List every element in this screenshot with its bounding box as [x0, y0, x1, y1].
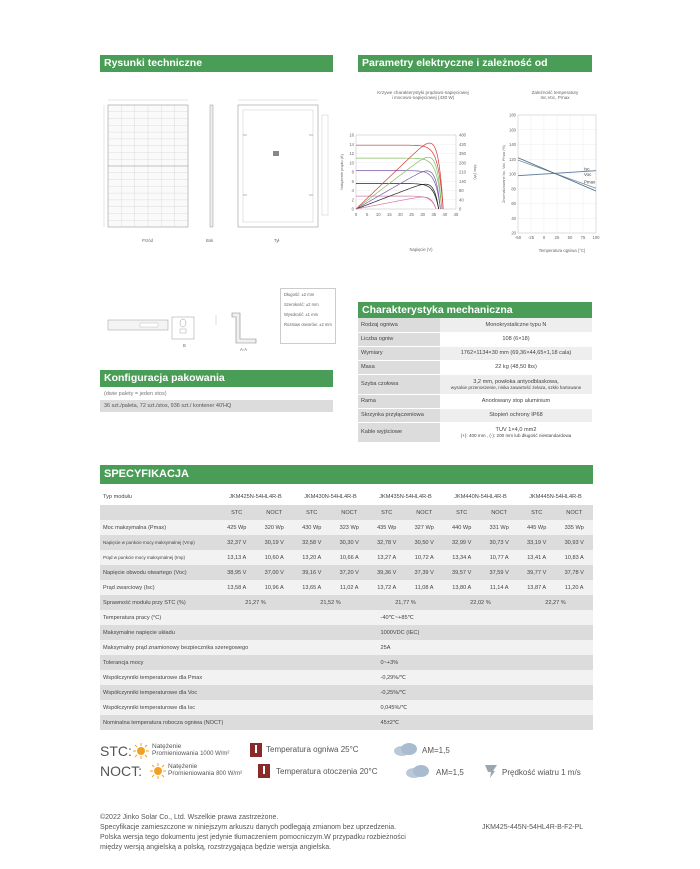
spec-type-label: Typ modułu	[100, 488, 218, 505]
spec-value: 37,20 V	[330, 565, 368, 580]
spec-value: 30,19 V	[255, 535, 293, 550]
temp-y-tick: 80	[511, 186, 516, 192]
mechanical-key: Szyba czołowa	[358, 374, 440, 394]
iv-y2-axis-label: Moc (W)	[473, 164, 478, 180]
mechanical-key: Skrzynka przyłączeniowa	[358, 408, 440, 422]
iv-y2-tick: 40	[459, 197, 464, 203]
mechanical-value: 1762×1134×30 mm (69,36×44,65×1,18 cala)	[440, 346, 592, 360]
connector-outline	[108, 320, 168, 330]
iv-y-tick: 8	[351, 169, 354, 175]
noct-irr-line1: Natężenie	[168, 763, 198, 770]
iv-chart	[338, 125, 498, 255]
spec-value: 13,41 A	[518, 550, 555, 565]
spec-value: 37,78 V	[555, 565, 593, 580]
section-header-mechanical: Charakterystyka mechaniczna	[358, 302, 592, 318]
iv-x-tick: 0	[354, 212, 358, 217]
mechanical-key: Masa	[358, 360, 440, 374]
noct-irradiance-value: 800 W/m²	[216, 771, 243, 777]
iv-y2-tick: 210	[459, 169, 466, 175]
stc-irradiance-value: 1000 W/m²	[200, 751, 230, 757]
iv-y2-tick: 80	[459, 188, 464, 193]
spec-row-label: Napięcie obwodu otwartego (Voc)	[100, 565, 218, 580]
iv-y2-tick: 480	[459, 132, 466, 138]
dimension-tolerance-box	[280, 288, 336, 344]
temp-x-axis-label: Temperatura ogniwa (°C)	[538, 248, 586, 253]
spec-efficiency-row	[100, 595, 593, 610]
section-b-label: B	[183, 343, 186, 348]
iv-y2-tick: 280	[459, 160, 466, 166]
spec-value: 10,83 A	[555, 550, 593, 565]
iv-y-tick: 4	[351, 188, 354, 193]
document-code: JKM425-445N-54HL4R-B-F2-PL	[482, 824, 584, 831]
spec-value: 13,72 A	[368, 580, 405, 595]
iv-x-axis-label: Napięcie (V)	[409, 247, 433, 252]
temp-legend-label: Pmax	[584, 179, 596, 185]
spec-value: 11,02 A	[330, 580, 368, 595]
spec-models-row	[100, 488, 593, 505]
spec-model-name: JKM430N-54HL4R-B	[293, 488, 368, 505]
spec-stc-noct-row	[100, 505, 593, 520]
temp-chart-title-line2: Isc,Voc, Pmax	[540, 95, 570, 100]
spec-value: 0,045%/℃	[330, 700, 593, 715]
spec-value: -40℃~+85℃	[330, 610, 593, 625]
spec-row	[100, 565, 593, 580]
spec-value: 323 Wp	[330, 520, 368, 535]
spec-value: 430 Wp	[293, 520, 330, 535]
noct-air-mass: AM=1,5	[436, 768, 464, 777]
spec-value: 22,27 %	[518, 595, 593, 610]
spec-value: 10,72 A	[405, 550, 443, 565]
temp-y-tick: 40	[511, 215, 516, 221]
spec-row-label: Prąd w punkcie mocy maksymalnej (Imp)	[100, 550, 218, 565]
temp-y-tick: 140	[509, 142, 516, 147]
temp-legend-label: Voc	[584, 172, 592, 178]
iv-y-tick: 6	[351, 178, 354, 184]
mechanical-value: Monokrystaliczne typu N	[440, 318, 592, 332]
spec-common-row	[100, 655, 593, 670]
sun-icon	[150, 763, 166, 779]
spec-value: 37,59 V	[480, 565, 518, 580]
mechanical-key: Liczba ogniw	[358, 332, 440, 346]
footer-line-4: między wersją angielską a polską, rozstrzygająca będzie wersja angielska.	[100, 844, 332, 851]
spec-common-row	[100, 640, 593, 655]
spec-value: 13,20 A	[293, 550, 330, 565]
mechanical-value	[440, 422, 592, 442]
stc-irr-line1: Natężenie	[152, 743, 182, 750]
iv-x-tick: 20	[398, 212, 403, 217]
hole-detail-outline	[172, 317, 194, 339]
spec-value: 38,95 V	[218, 565, 255, 580]
temp-chart	[500, 110, 600, 258]
spec-row-label: Nominalna temperatura robocza ogniwa (NOCT)	[100, 715, 330, 730]
iv-series-line	[356, 184, 439, 209]
back-view-outline	[238, 105, 318, 227]
temp-legend-label: Isc	[584, 166, 590, 172]
mechanical-table	[358, 318, 592, 443]
temp-x-tick: 0	[542, 235, 546, 240]
tolerance-width: Szerokość: ±2 mm	[284, 302, 319, 307]
mechanical-value-line1: 3,2 mm, powłoka antyodblaskowa,	[473, 378, 559, 385]
mechanical-value-line2: wysokie przenoszenie, niska zawartość żelaza, szkło hartowane	[450, 384, 582, 390]
iv-x-tick: 35	[431, 212, 437, 217]
spec-value: 11,08 A	[405, 580, 443, 595]
mechanical-value: 108 (6×18)	[440, 332, 592, 346]
iv-y2-tick: 0	[459, 206, 462, 212]
spec-stc-header: STC	[518, 505, 555, 520]
tolerance-hole-spacing: Rozstaw otworów: ±2 mm	[284, 322, 332, 327]
mechanical-value: Anodowany stop aluminium	[440, 394, 592, 408]
mechanical-row	[358, 318, 592, 332]
mechanical-row	[358, 394, 592, 408]
spec-common-row	[100, 715, 593, 730]
spec-value: 30,73 V	[480, 535, 518, 550]
spec-value: 13,58 A	[218, 580, 255, 595]
iv-x-tick: 10	[375, 212, 381, 217]
spec-model-name: JKM445N-54HL4R-B	[518, 488, 593, 505]
mechanical-value-line1: TUV 1×4,0 mm2	[495, 426, 537, 433]
temp-y-axis-label: Znormalizowane Isc, Voc, Pmax (%)	[502, 145, 506, 203]
noct-irr-word: Promieniowania	[168, 770, 215, 777]
side-view-outline	[210, 105, 213, 227]
cross-section-svg	[100, 305, 280, 355]
mechanical-key: Kable wyjściowe	[358, 422, 440, 442]
spec-row-label: Współczynniki temperaturowe dla Voc	[100, 685, 330, 700]
spec-row-label: Prąd zwarciowy (Isc)	[100, 580, 218, 595]
spec-value: 13,87 A	[518, 580, 555, 595]
thermometer-icon	[258, 764, 270, 778]
spec-common-row	[100, 700, 593, 715]
back-side-profile	[322, 115, 328, 215]
spec-noct-header: NOCT	[330, 505, 368, 520]
junction-box	[273, 151, 279, 156]
spec-noct-header: NOCT	[555, 505, 593, 520]
mechanical-row	[358, 332, 592, 346]
footer-line-3: Polska wersja tego dokumentu jest jedynie tłumaczeniem pomocniczym.W przypadku rozbieżności	[100, 834, 406, 841]
spec-stc-header: STC	[218, 505, 255, 520]
iv-y-tick: 14	[349, 141, 354, 147]
stc-air-mass: AM=1,5	[422, 746, 450, 755]
spec-value: 13,13 A	[218, 550, 255, 565]
spec-row	[100, 550, 593, 565]
spec-value: 13,27 A	[368, 550, 405, 565]
spec-value: 32,78 V	[368, 535, 405, 550]
iv-y-tick: 16	[349, 132, 354, 138]
spec-value: 435 Wp	[368, 520, 405, 535]
spec-value: 39,57 V	[443, 565, 480, 580]
iv-y-tick: 0	[351, 206, 354, 212]
stc-cell-temp: Temperatura ogniwa 25°C	[266, 745, 359, 754]
iv-y2-tick: 420	[459, 141, 466, 147]
iv-x-tick: 45	[453, 212, 459, 217]
spec-model-name: JKM440N-54HL4R-B	[443, 488, 518, 505]
spec-value: 39,16 V	[293, 565, 330, 580]
spec-noct-header: NOCT	[405, 505, 443, 520]
packing-note: (dwie palety = jeden stos)	[104, 391, 167, 397]
mechanical-value-line2: (+): 400 mm , (-): 200 mm lub długość niestandardowa	[460, 432, 572, 438]
iv-chart-title	[358, 90, 488, 100]
temp-x-tick: 50	[567, 235, 573, 240]
spec-row-label: Napięcie w punkcie mocy maksymalnej (Vmp)	[100, 535, 218, 550]
spec-value: 327 Wp	[405, 520, 443, 535]
copyright: ©2022 Jinko Solar Co., Ltd. Wszelkie prawa zastrzeżone.	[100, 814, 279, 821]
temp-y-tick: 100	[509, 171, 516, 177]
spec-value: 32,37 V	[218, 535, 255, 550]
temp-y-tick: 160	[509, 127, 516, 133]
noct-irr-line2	[168, 770, 242, 778]
spec-value: 39,77 V	[518, 565, 555, 580]
section-header-drawings: Rysunki techniczne	[100, 55, 333, 72]
temp-x-tick: -25	[527, 235, 535, 240]
mechanical-value: 22 kg (48,50 lbs)	[440, 360, 592, 374]
spec-common-row	[100, 610, 593, 625]
wind-speed: Prędkość wiatru 1 m/s	[502, 768, 581, 777]
iv-y-tick: 10	[349, 160, 354, 166]
spec-row-label: Współczynniki temperaturowe dla Pmax	[100, 670, 330, 685]
spec-row-label: Maksymalne napięcie układu	[100, 625, 330, 640]
temp-chart-title-line1: Zależność temperatury	[531, 90, 579, 95]
front-view-label: Przód	[142, 238, 153, 243]
spec-value: 21,27 %	[218, 595, 293, 610]
iv-y-tick: 2	[351, 197, 354, 203]
spec-value: 32,99 V	[443, 535, 480, 550]
iv-chart-title-line1: Krzywe charakterystyki prądowo-napięciowej	[377, 90, 469, 95]
stc-irr-word: Promieniowania	[152, 750, 199, 757]
spec-value: 33,19 V	[518, 535, 555, 550]
spec-common-row	[100, 670, 593, 685]
spec-noct-header: NOCT	[255, 505, 293, 520]
section-aa-label: A-A	[240, 347, 247, 352]
iv-y-axis-label: Natężenie prądu (A)	[339, 154, 344, 190]
spec-row-label: Tolerancja mocy	[100, 655, 330, 670]
mechanical-row	[358, 422, 592, 442]
spec-value: 13,65 A	[293, 580, 330, 595]
spec-row-label: Współczynniki temperaturowe dla Isc	[100, 700, 330, 715]
side-view-label: Bok	[206, 238, 214, 243]
spec-value: 10,77 A	[480, 550, 518, 565]
mechanical-key: Wymiary	[358, 346, 440, 360]
stc-label: STC:	[100, 743, 132, 759]
wind-icon	[484, 763, 498, 779]
temp-y-tick: 20	[511, 230, 516, 236]
iv-x-tick: 15	[386, 212, 392, 217]
spec-value: 10,96 A	[255, 580, 293, 595]
spec-value: 0~+3%	[330, 655, 593, 670]
iv-y-tick: 12	[349, 151, 354, 156]
temp-y-tick: 180	[509, 112, 516, 118]
spec-stc-header: STC	[368, 505, 405, 520]
mechanical-row	[358, 346, 592, 360]
spec-value: 331 Wp	[480, 520, 518, 535]
temp-y-tick: 120	[509, 156, 516, 162]
spec-common-row	[100, 685, 593, 700]
spec-row	[100, 520, 593, 535]
spec-value: 30,50 V	[405, 535, 443, 550]
cloud-icon	[404, 764, 432, 778]
back-view-label: Tył	[274, 238, 280, 243]
iv-x-tick: 5	[365, 212, 369, 217]
iv-series-line	[356, 197, 436, 209]
spec-row-label: Maksymalny prąd znamionowy bezpiecznika szeregowego	[100, 640, 330, 655]
spec-model-name: JKM425N-54HL4R-B	[218, 488, 293, 505]
iv-x-tick: 25	[409, 212, 414, 217]
spec-stc-header: STC	[443, 505, 480, 520]
spec-empty-cell	[100, 505, 218, 520]
spec-row-label: Temperatura pracy (°C)	[100, 610, 330, 625]
spec-noct-header: NOCT	[480, 505, 518, 520]
spec-value: 10,66 A	[330, 550, 368, 565]
spec-value: 32,58 V	[293, 535, 330, 550]
spec-table	[100, 488, 593, 730]
temp-y-tick: 60	[511, 201, 516, 206]
mechanical-key: Rodzaj ogniwa	[358, 318, 440, 332]
mechanical-value	[440, 374, 592, 394]
spec-value: 39,36 V	[368, 565, 405, 580]
noct-irradiance-label	[168, 763, 242, 778]
spec-value: -0,29%/℃	[330, 670, 593, 685]
spec-common-row	[100, 625, 593, 640]
stc-irr-line2	[152, 750, 229, 758]
noct-label: NOCT:	[100, 763, 142, 779]
temp-chart-title	[515, 90, 595, 100]
section-header-packing: Konfiguracja pakowania	[100, 370, 333, 387]
iv-chart-title-line2: i mocowo-napięciowej (430 W)	[391, 95, 455, 100]
temp-x-tick: 75	[580, 235, 586, 240]
spec-row	[100, 580, 593, 595]
spec-value: 1000VDC (IEC)	[330, 625, 593, 640]
spec-row	[100, 535, 593, 550]
temp-x-tick: 25	[554, 235, 560, 240]
panel-drawings-svg	[100, 95, 340, 255]
spec-model-name: JKM435N-54HL4R-B	[368, 488, 443, 505]
tolerance-length: Długość: ±2 mm	[284, 292, 315, 297]
spec-value: 21,52 %	[293, 595, 368, 610]
cloud-icon	[392, 742, 420, 756]
spec-value: 22,02 %	[443, 595, 518, 610]
footer-line-2: Specyfikacje zamieszczone w niniejszym arkuszu danych podlegają zmianom bez uprzedzenia.	[100, 824, 397, 831]
sun-icon	[133, 743, 149, 759]
spec-value: 25A	[330, 640, 593, 655]
mechanical-key: Rama	[358, 394, 440, 408]
spec-stc-header: STC	[293, 505, 330, 520]
spec-value: 13,34 A	[443, 550, 480, 565]
spec-value: 45±2℃	[330, 715, 593, 730]
frame-profile-section	[232, 313, 256, 343]
spec-value: 30,30 V	[330, 535, 368, 550]
spec-row-label: Sprawność modułu przy STC (%)	[100, 595, 218, 610]
mechanical-row	[358, 360, 592, 374]
spec-value: 320 Wp	[255, 520, 293, 535]
spec-value: 30,93 V	[555, 535, 593, 550]
thermometer-icon	[250, 743, 262, 757]
packing-value: 36 szt./paleta, 72 szt./stos, 936 szt./ kontener 40'HQ	[100, 400, 333, 412]
section-header-electrical: Parametry elektryczne i zależność od temperatury	[358, 55, 592, 72]
temp-x-tick: -50	[514, 235, 522, 240]
mechanical-row	[358, 374, 592, 394]
mechanical-row	[358, 408, 592, 422]
stc-irradiance-label	[152, 743, 229, 758]
iv-x-tick: 30	[420, 212, 426, 217]
mechanical-value: Stopień ochrony IP68	[440, 408, 592, 422]
spec-value: 445 Wp	[518, 520, 555, 535]
spec-value: 440 Wp	[443, 520, 480, 535]
spec-value: 13,80 A	[443, 580, 480, 595]
spec-value: 37,39 V	[405, 565, 443, 580]
section-header-spec: SPECYFIKACJA	[100, 465, 593, 484]
iv-x-tick: 40	[442, 212, 448, 217]
iv-y2-tick: 140	[459, 178, 466, 184]
spec-row-label: Moc maksymalna (Pmax)	[100, 520, 218, 535]
spec-value: 335 Wp	[555, 520, 593, 535]
noct-ambient-temp: Temperatura otoczenia 20°C	[276, 767, 378, 776]
iv-y2-tick: 350	[459, 151, 466, 156]
temp-x-tick: 100	[592, 235, 600, 240]
spec-value: 11,20 A	[555, 580, 593, 595]
iv-series-line	[356, 157, 442, 209]
spec-value: 21,77 %	[368, 595, 443, 610]
spec-value: -0,25%/℃	[330, 685, 593, 700]
tolerance-height: Wysokość: ±1 mm	[284, 312, 319, 317]
spec-value: 11,14 A	[480, 580, 518, 595]
connector-label-plate	[140, 323, 158, 327]
spec-value: 10,60 A	[255, 550, 293, 565]
spec-value: 37,00 V	[255, 565, 293, 580]
spec-value: 425 Wp	[218, 520, 255, 535]
